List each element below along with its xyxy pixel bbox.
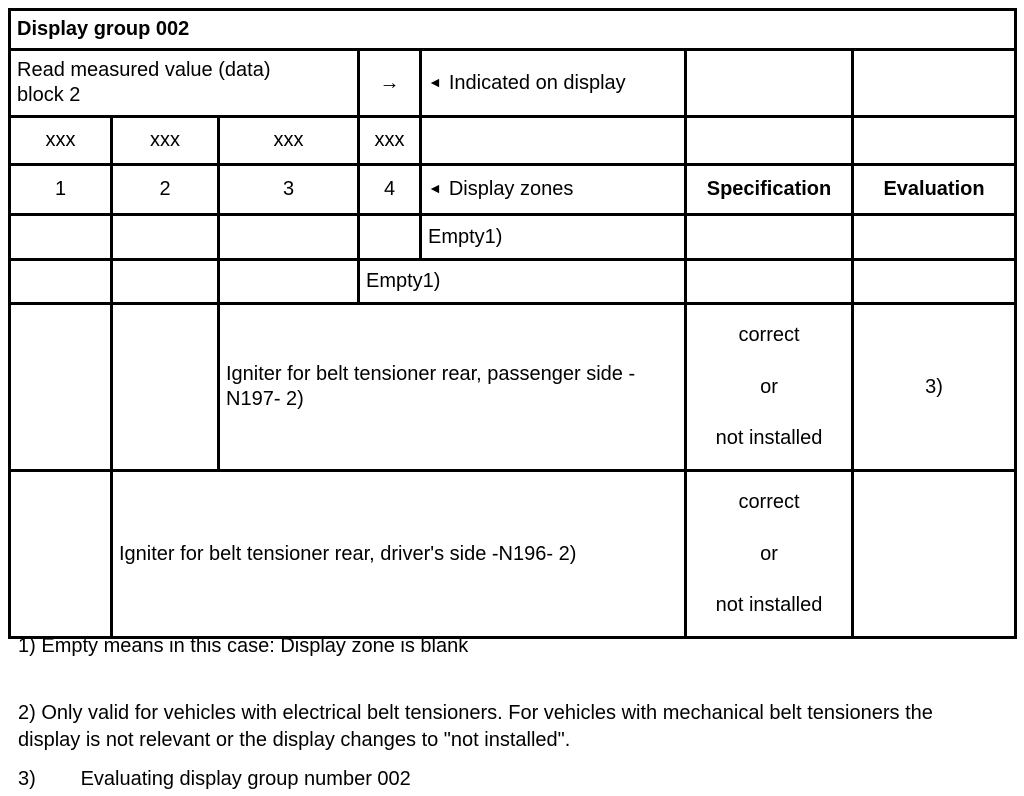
empty-cell bbox=[686, 50, 853, 117]
n197-description: Igniter for belt tensioner rear, passenger side -N197- 2) bbox=[226, 363, 636, 410]
zone2-number: 2 bbox=[112, 165, 219, 215]
zone1-placeholder: xxx bbox=[10, 117, 112, 165]
empty-cell bbox=[112, 304, 219, 471]
n197-description-cell bbox=[219, 304, 686, 471]
footnote-1 bbox=[18, 633, 1008, 660]
empty-cell bbox=[219, 260, 359, 304]
spec-line: correct bbox=[738, 324, 800, 346]
spec-line: correct bbox=[738, 491, 800, 513]
zone4-number: 4 bbox=[359, 165, 421, 215]
display-zones-cell bbox=[421, 165, 686, 215]
left-pointer-icon: ◄ bbox=[428, 73, 442, 90]
right-arrow-icon: → bbox=[379, 71, 400, 94]
spec-line: or bbox=[760, 542, 778, 565]
empty-cell bbox=[853, 215, 1016, 260]
n196-evaluation bbox=[853, 471, 1016, 638]
zone3-placeholder: xxx bbox=[219, 117, 359, 165]
empty-cell bbox=[10, 260, 112, 304]
footnote-2-text: Only valid for vehicles with electrical belt tensioners. For vehicles with mechanical belt tensioners the display is not relevant or the display changes to "not installed". bbox=[18, 702, 933, 751]
evaluation-header: Evaluation bbox=[853, 165, 1016, 215]
n196-description: Igniter for belt tensioner rear, driver's side -N196- 2) bbox=[119, 542, 577, 565]
indicated-on-display-cell bbox=[421, 50, 686, 117]
n196-specification-cell bbox=[686, 471, 853, 638]
footnote-3-text: Evaluating display group number 002 bbox=[80, 768, 411, 790]
footnote-3-marker: 3) bbox=[18, 768, 36, 790]
footnotes-section bbox=[18, 633, 1008, 793]
zone3-number: 3 bbox=[219, 165, 359, 215]
left-pointer-icon: ◄ bbox=[428, 180, 442, 196]
empty-cell bbox=[10, 304, 112, 471]
empty-cell bbox=[853, 260, 1016, 304]
spec-line: or bbox=[760, 375, 778, 398]
table-row-empty-zone5 bbox=[10, 215, 1016, 260]
table-row-n196 bbox=[10, 471, 1016, 638]
empty-cell bbox=[10, 215, 112, 260]
table-row-zone-numbers bbox=[10, 165, 1016, 215]
empty-cell bbox=[359, 215, 421, 260]
table-row-placeholders bbox=[10, 117, 1016, 165]
n197-specification-cell bbox=[686, 304, 853, 471]
empty-cell bbox=[686, 215, 853, 260]
function-label: Read measured value (data) block 2 bbox=[17, 59, 271, 106]
n196-description-cell bbox=[112, 471, 686, 638]
function-cell bbox=[10, 50, 359, 117]
footnote-2 bbox=[18, 700, 983, 754]
table-row-n197 bbox=[10, 304, 1016, 471]
empty-cell bbox=[421, 117, 686, 165]
empty-cell bbox=[10, 471, 112, 638]
spec-line: not installed bbox=[715, 594, 823, 616]
empty-cell bbox=[219, 215, 359, 260]
display-group-title: Display group 002 bbox=[10, 10, 1016, 50]
zone4-placeholder: xxx bbox=[359, 117, 421, 165]
empty-cell bbox=[853, 50, 1016, 117]
zone1-number: 1 bbox=[10, 165, 112, 215]
empty-cell bbox=[853, 117, 1016, 165]
zone2-placeholder: xxx bbox=[112, 117, 219, 165]
empty-cell bbox=[112, 260, 219, 304]
empty-cell bbox=[112, 215, 219, 260]
table-row-function bbox=[10, 50, 1016, 117]
display-group-table-document bbox=[8, 8, 1016, 639]
footnote-1-text: Empty means in this case: Display zone is blank bbox=[41, 635, 469, 657]
spec-line: not installed bbox=[715, 427, 823, 449]
zone4-empty-label: Empty1) bbox=[359, 260, 686, 304]
display-group-table bbox=[8, 8, 1017, 639]
footnote-3 bbox=[18, 766, 1008, 793]
display-zones-label: Display zones bbox=[448, 178, 574, 200]
empty-cell bbox=[686, 260, 853, 304]
footnote-1-marker: 1) bbox=[18, 635, 36, 657]
arrow-cell bbox=[359, 50, 421, 117]
n197-evaluation: 3) bbox=[853, 304, 1016, 471]
empty-cell bbox=[686, 117, 853, 165]
indicated-on-display-label: Indicated on display bbox=[448, 71, 626, 94]
table-row-empty-zone4 bbox=[10, 260, 1016, 304]
zone5-empty-label: Empty1) bbox=[421, 215, 686, 260]
table-row-title bbox=[10, 10, 1016, 50]
specification-header: Specification bbox=[686, 165, 853, 215]
footnote-2-marker: 2) bbox=[18, 702, 36, 724]
